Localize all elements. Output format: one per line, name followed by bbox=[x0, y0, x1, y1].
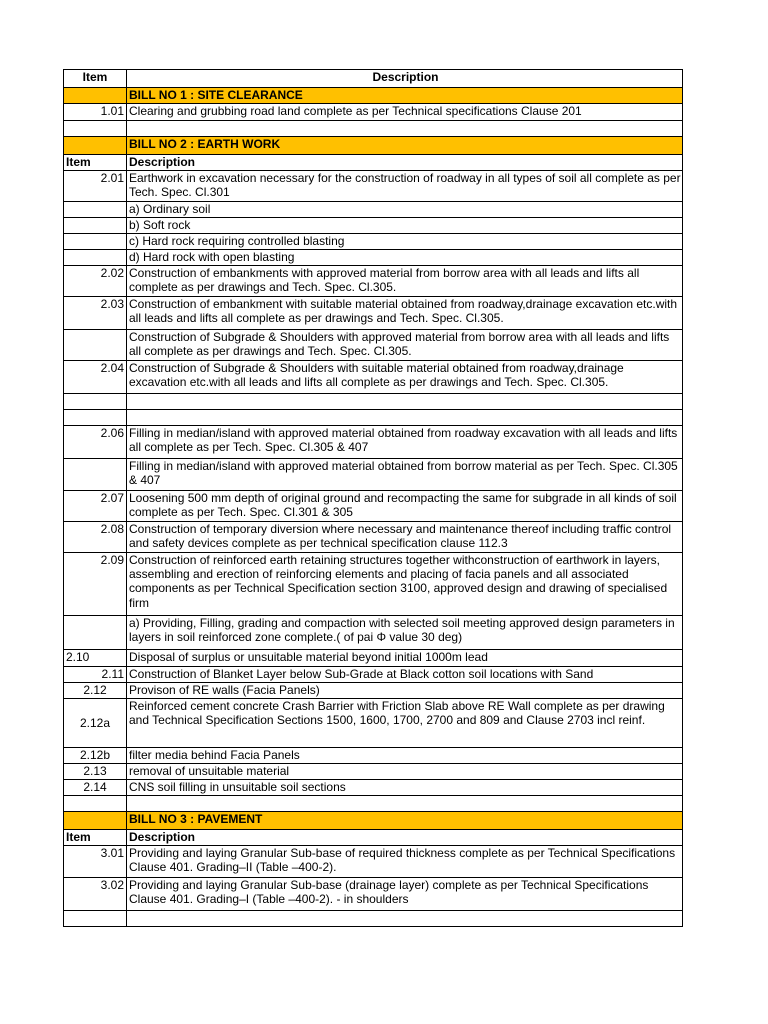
description-cell: Construction of temporary diversion where necessary and maintenance thereof including traffic control and safety devices complete as per technical specification clause 112.3 bbox=[127, 522, 683, 553]
empty-row bbox=[64, 796, 683, 812]
description-cell: d) Hard rock with open blasting bbox=[127, 250, 683, 266]
description-cell: Filling in median/island with approved material obtained from roadway excavation with all leads and lifts all complete as per Tech. Spec. Cl.305 & 407 bbox=[127, 426, 683, 459]
description-cell: Construction of reinforced earth retaining structures together withconstruction of earthwork in layers, assembling and erection of reinforcing elements and placing of facia panels and all associated components as per Technical Specification section 3100, approved design and drawing of specialised firm bbox=[127, 553, 683, 616]
table-row bbox=[64, 104, 683, 121]
description-cell bbox=[127, 410, 683, 426]
table-row bbox=[64, 553, 683, 616]
description-cell: Disposal of surplus or unsuitable material beyond initial 1000m lead bbox=[127, 650, 683, 667]
table-row bbox=[64, 780, 683, 796]
item-number-cell bbox=[64, 812, 127, 830]
description-cell: Construction of embankments with approved material from borrow area with all leads and lifts all complete as per drawings and Tech. Spec. Cl.305. bbox=[127, 266, 683, 297]
item-number-cell: Item bbox=[64, 155, 127, 171]
item-number-cell bbox=[64, 410, 127, 426]
description-cell: Reinforced cement concrete Crash Barrier with Friction Slab above RE Wall complete as per drawing and Technical Specification Sections 1500, 1600, 1700, 2700 and 809 and Clause 2703 incl reinf. bbox=[127, 699, 683, 748]
description-cell: Providing and laying Granular Sub-base (drainage layer) complete as per Technical Specifications Clause 401. Grading–I (Table –400-2). - in shoulders bbox=[127, 878, 683, 911]
table-row bbox=[64, 846, 683, 878]
item-number-cell: Item bbox=[64, 830, 127, 846]
item-number-cell: 3.01 bbox=[64, 846, 127, 878]
item-number-cell: 2.12 bbox=[64, 683, 127, 699]
table-row bbox=[64, 459, 683, 491]
column-subheading-row bbox=[64, 830, 683, 846]
column-subheading-row bbox=[64, 155, 683, 171]
description-column-header: Description bbox=[127, 70, 683, 88]
bill-title-cell: BILL NO 2 : EARTH WORK bbox=[127, 137, 683, 155]
description-cell: CNS soil filling in unsuitable soil sections bbox=[127, 780, 683, 796]
table-row bbox=[64, 361, 683, 394]
description-cell: Description bbox=[127, 155, 683, 171]
item-number-cell: 2.01 bbox=[64, 171, 127, 202]
description-cell: Provison of RE walls (Facia Panels) bbox=[127, 683, 683, 699]
item-number-cell bbox=[64, 330, 127, 361]
description-cell: Earthwork in excavation necessary for the construction of roadway in all types of soil all complete as per Tech. Spec. Cl.301 bbox=[127, 171, 683, 202]
table-body bbox=[64, 88, 683, 927]
table-header-row bbox=[64, 70, 683, 88]
item-number-cell bbox=[64, 234, 127, 250]
item-number-cell bbox=[64, 394, 127, 410]
item-number-cell bbox=[64, 121, 127, 137]
item-number-cell: 2.14 bbox=[64, 780, 127, 796]
table-row bbox=[64, 667, 683, 683]
description-cell bbox=[127, 796, 683, 812]
item-number-cell: 1.01 bbox=[64, 104, 127, 121]
table-row bbox=[64, 426, 683, 459]
item-number-cell: 2.11 bbox=[64, 667, 127, 683]
item-number-cell: 2.04 bbox=[64, 361, 127, 394]
bill-title-cell: BILL NO 3 : PAVEMENT bbox=[127, 812, 683, 830]
item-number-cell bbox=[64, 796, 127, 812]
description-cell: Construction of Subgrade & Shoulders with approved material from borrow area with all leads and lifts all complete as per drawings and Tech. Spec. Cl.305. bbox=[127, 330, 683, 361]
item-number-cell bbox=[64, 616, 127, 650]
table-row bbox=[64, 218, 683, 234]
item-number-cell: 2.06 bbox=[64, 426, 127, 459]
description-cell: a) Ordinary soil bbox=[127, 202, 683, 218]
description-cell: Providing and laying Granular Sub-base of required thickness complete as per Technical Specifications Clause 401. Grading–II (Table –400-2). bbox=[127, 846, 683, 878]
item-number-cell bbox=[64, 250, 127, 266]
empty-row bbox=[64, 394, 683, 410]
description-cell: Clearing and grubbing road land complete as per Technical specifications Clause 201 bbox=[127, 104, 683, 121]
item-number-cell: 2.12a bbox=[64, 699, 127, 748]
empty-row bbox=[64, 911, 683, 927]
description-cell: Construction of Blanket Layer below Sub-Grade at Black cotton soil locations with Sand bbox=[127, 667, 683, 683]
item-number-cell bbox=[64, 218, 127, 234]
description-cell: b) Soft rock bbox=[127, 218, 683, 234]
table-row bbox=[64, 699, 683, 748]
table-row bbox=[64, 616, 683, 650]
description-cell: filter media behind Facia Panels bbox=[127, 748, 683, 764]
table-row bbox=[64, 683, 683, 699]
item-number-cell: 2.10 bbox=[64, 650, 127, 667]
table-row bbox=[64, 297, 683, 330]
bill-heading-row bbox=[64, 137, 683, 155]
item-number-cell: 2.13 bbox=[64, 764, 127, 780]
item-number-cell: 3.02 bbox=[64, 878, 127, 911]
table-row bbox=[64, 522, 683, 553]
empty-row bbox=[64, 121, 683, 137]
table-row bbox=[64, 764, 683, 780]
item-number-cell bbox=[64, 137, 127, 155]
empty-row bbox=[64, 410, 683, 426]
table-row bbox=[64, 878, 683, 911]
item-number-cell bbox=[64, 202, 127, 218]
description-cell: c) Hard rock requiring controlled blasting bbox=[127, 234, 683, 250]
description-cell: removal of unsuitable material bbox=[127, 764, 683, 780]
table-row bbox=[64, 202, 683, 218]
table-row bbox=[64, 171, 683, 202]
table-row bbox=[64, 250, 683, 266]
item-number-cell: 2.12b bbox=[64, 748, 127, 764]
item-number-cell bbox=[64, 911, 127, 927]
description-cell bbox=[127, 394, 683, 410]
table-row bbox=[64, 266, 683, 297]
description-cell: Construction of embankment with suitable material obtained from roadway,drainage excavation etc.with all leads and lifts all complete as per drawings and Tech. Spec. Cl.305. bbox=[127, 297, 683, 330]
table-row bbox=[64, 234, 683, 250]
table-row bbox=[64, 748, 683, 764]
item-column-header: Item bbox=[64, 70, 127, 88]
item-number-cell bbox=[64, 88, 127, 104]
table-row bbox=[64, 650, 683, 667]
table-row bbox=[64, 330, 683, 361]
description-cell bbox=[127, 911, 683, 927]
item-number-cell bbox=[64, 459, 127, 491]
description-cell: Loosening 500 mm depth of original ground and recompacting the same for subgrade in all kinds of soil complete as per Tech. Spec. Cl.301 & 305 bbox=[127, 491, 683, 522]
bill-title-cell: BILL NO 1 : SITE CLEARANCE bbox=[127, 88, 683, 104]
description-cell: Construction of Subgrade & Shoulders with suitable material obtained from roadway,drainage excavation etc.with all leads and lifts all complete as per drawings and Tech. Spec. Cl.305. bbox=[127, 361, 683, 394]
description-cell bbox=[127, 121, 683, 137]
description-cell: Filling in median/island with approved material obtained from borrow material as per Tech. Spec. Cl.305 & 407 bbox=[127, 459, 683, 491]
bill-heading-row bbox=[64, 88, 683, 104]
table-row bbox=[64, 491, 683, 522]
item-number-cell: 2.03 bbox=[64, 297, 127, 330]
description-cell: Description bbox=[127, 830, 683, 846]
item-number-cell: 2.07 bbox=[64, 491, 127, 522]
item-number-cell: 2.02 bbox=[64, 266, 127, 297]
bill-heading-row bbox=[64, 812, 683, 830]
item-number-cell: 2.09 bbox=[64, 553, 127, 616]
bill-of-quantities-table bbox=[63, 69, 683, 927]
item-number-cell: 2.08 bbox=[64, 522, 127, 553]
description-cell: a) Providing, Filling, grading and compaction with selected soil meeting approved design parameters in layers in soil reinforced zone complete.( of pai Φ value 30 deg) bbox=[127, 616, 683, 650]
